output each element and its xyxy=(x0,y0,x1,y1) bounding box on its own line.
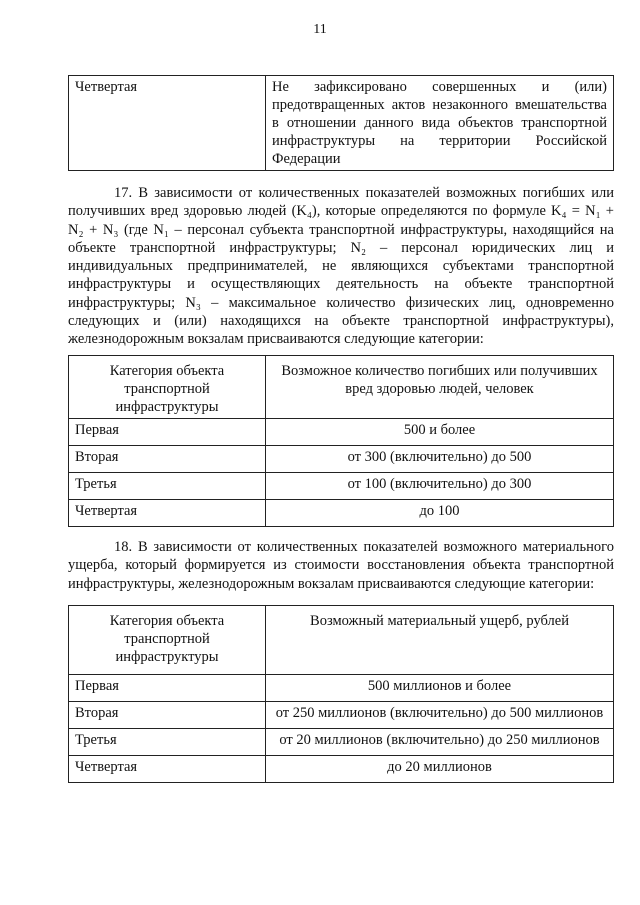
table-row xyxy=(69,446,614,473)
table-row xyxy=(69,76,614,171)
header-damage: Возможный материальный ущерб, рублей xyxy=(266,606,614,675)
value-cell: от 300 (включительно) до 500 xyxy=(266,446,614,473)
paragraph-17: 17. В зависимости от количественных показателей возможных погибших или получивших вред здоровью людей (K₄), которые определяются по формуле K₄ = N₁ + N₂ + N₃ (где N₁ – персонал субъекта транспортной инфраструктуры, находящийся на объекте транспортной инфраструктуры; N₂ – персонал юридических лиц и индивидуальных предпринимателей, не являющихся субъектами транспортной инфраструктуры и осуществляющих деятельность на объекте транспортной инфраструктуры; N₃ – максимальное количество физических лиц, одновременно следующих и (или) находящихся на объекте транспортной инфраструктуры), железнодорожным вокзалам присваиваются следующие категории: xyxy=(68,185,614,348)
category-cell: Первая xyxy=(69,419,266,446)
table-row xyxy=(69,500,614,527)
category-cell: Вторая xyxy=(69,702,266,729)
category-cell: Четвертая xyxy=(69,500,266,527)
table-row xyxy=(69,702,614,729)
table-row xyxy=(69,473,614,500)
description-cell: Не зафиксировано совершенных и (или) предотвращенных актов незаконного вмешательства в отношении данного вида объектов транспортной инфраструктуры на территории Российской Федерации xyxy=(266,76,614,171)
category-cell: Вторая xyxy=(69,446,266,473)
value-cell: до 100 xyxy=(266,500,614,527)
header-category: Категория объекта транспортной инфраструктуры xyxy=(69,356,266,419)
value-cell: 500 и более xyxy=(266,419,614,446)
category-cell: Четвертая xyxy=(69,76,266,171)
value-cell: от 20 миллионов (включительно) до 250 миллионов xyxy=(266,729,614,756)
value-cell: до 20 миллионов xyxy=(266,756,614,783)
category-cell: Четвертая xyxy=(69,756,266,783)
category-table-continuation xyxy=(68,75,614,171)
table-row xyxy=(69,756,614,783)
page-number: 11 xyxy=(313,22,327,37)
category-cell: Третья xyxy=(69,729,266,756)
category-cell: Первая xyxy=(69,675,266,702)
paragraph-18: 18. В зависимости от количественных показателей возможного материального ущерба, который формируется из стоимости восстановления объекта транспортной инфраструктуры, железнодорожным вокзалам присваиваются следующие категории: xyxy=(68,539,614,592)
table-row xyxy=(69,675,614,702)
table-row xyxy=(69,729,614,756)
header-people: Возможное количество погибших или получивших вред здоровью людей, человек xyxy=(266,356,614,419)
table-header-row xyxy=(69,606,614,675)
value-cell: от 100 (включительно) до 300 xyxy=(266,473,614,500)
value-cell: 500 миллионов и более xyxy=(266,675,614,702)
damage-category-table xyxy=(68,605,614,783)
table-row xyxy=(69,419,614,446)
value-cell: от 250 миллионов (включительно) до 500 миллионов xyxy=(266,702,614,729)
table-header-row xyxy=(69,356,614,419)
category-cell: Третья xyxy=(69,473,266,500)
header-category: Категория объекта транспортной инфраструктуры xyxy=(69,606,266,675)
people-category-table xyxy=(68,355,614,527)
